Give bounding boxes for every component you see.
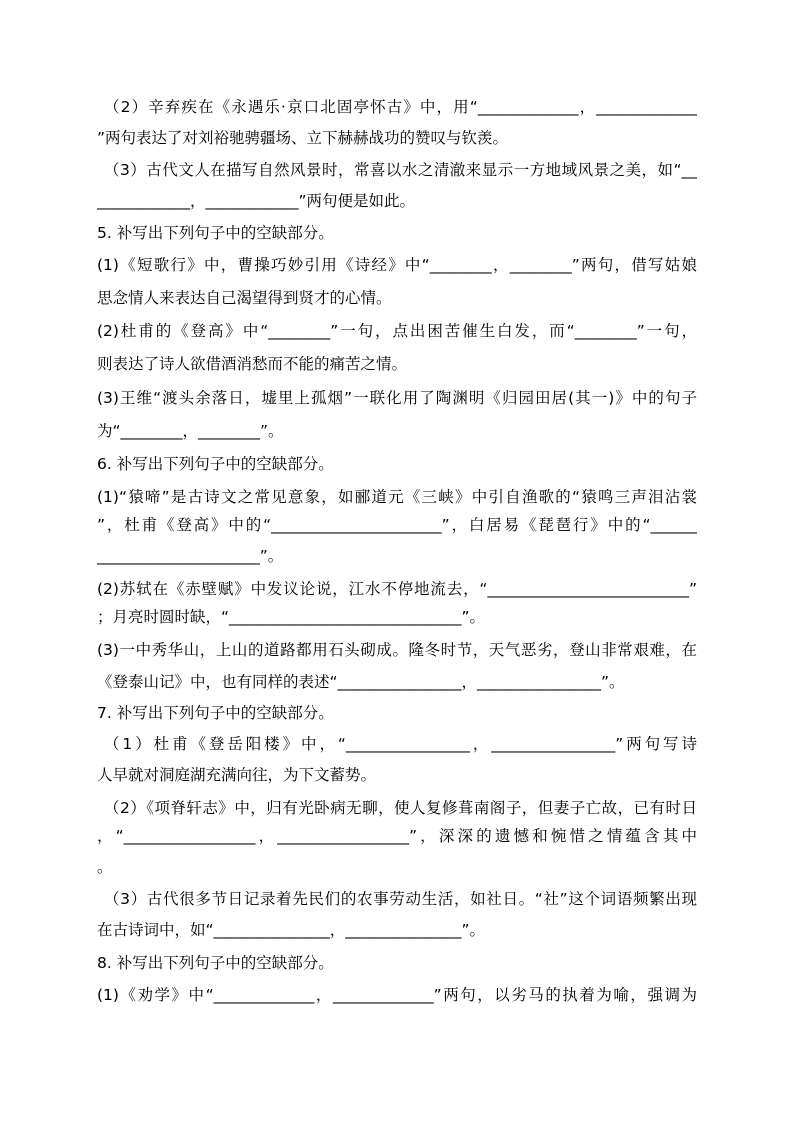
text-line: (2)苏轼在《赤壁赋》中发议论说，江水不停地流去，“__________________________” [97, 580, 697, 598]
text-line: 。 [97, 858, 113, 876]
text-line: 则表达了诗人欲借酒消愁而不能的痛苦之情。 [97, 355, 408, 373]
text-line: ，“_________________，_________________”，深深的遗憾和惋惜之情蕴含其中 [97, 827, 697, 845]
text-line: （3）古代文人在描写自然风景时，常喜以水之清澈来显示一方地域风景之美，如“__ [104, 161, 697, 179]
text-line: (3)一中秀华山，上山的道路都用石头砌成。隆冬时节，天气恶劣，登山非常艰难，在 [97, 641, 697, 659]
text-line: (2)杜甫的《登高》中“________”一句，点出困苦催生白发，而“________”一句， [97, 322, 697, 340]
text-line: _____________________”。 [97, 547, 284, 565]
text-line: ；月亮时圆时缺，“______________________________”。 [97, 608, 486, 626]
text-line: （2）辛弃疾在《永遇乐·京口北固亭怀古》中，用“_____________，_____________ [104, 98, 697, 116]
question-heading-8: 8. 补写出下列句子中的空缺部分。 [97, 954, 334, 972]
text-line: ”两句表达了对刘裕驰骋疆场、立下赫赫战功的赞叹与钦羡。 [97, 129, 509, 147]
text-line: (1)《劝学》中“_____________，_____________”两句，以劣马的执着为喻，强调为 [97, 986, 697, 1004]
question-heading-7: 7. 补写出下列句子中的空缺部分。 [97, 704, 334, 722]
text-line: ”，杜甫《登高》中的“______________________”，白居易《琵琶行》中的“______ [97, 516, 697, 534]
text-line: 思念情人来表达自己渴望得到贤才的心情。 [97, 289, 392, 307]
text-line: (3)王维“渡头余落日，墟里上孤烟”一联化用了陶渊明《归园田居(其一)》中的句子 [97, 389, 697, 407]
text-line: 人早就对洞庭湖充满向往，为下文蓄势。 [97, 766, 377, 784]
text-line: ____________，____________”两句便是如此。 [97, 192, 416, 210]
question-heading-6: 6. 补写出下列句子中的空缺部分。 [97, 455, 334, 473]
text-line: （3）古代很多节日记录着先民们的农事劳动生活，如社日。“社”这个词语频繁出现 [104, 890, 697, 908]
question-heading-5: 5. 补写出下列句子中的空缺部分。 [97, 224, 334, 242]
text-line: 为“________，________”。 [97, 422, 284, 440]
text-line: (1)“猿啼”是古诗文之常见意象，如郦道元《三峡》中引自渔歌的“猿鸣三声泪沾裳 [97, 488, 697, 506]
text-line: (1)《短歌行》中，曹操巧妙引用《诗经》中“________，________”两句，借写姑娘 [97, 256, 697, 274]
text-line: 《登泰山记》中，也有同样的表述“________________，________________”。 [97, 673, 625, 691]
text-line: 在古诗词中，如“_______________，_______________”。 [97, 921, 486, 939]
text-line: （2）《项脊轩志》中，归有光卧病无聊，使人复修葺南阁子，但妻子亡故，已有时日 [104, 799, 697, 817]
text-line: （1）杜甫《登岳阳楼》中，“________________，________________”两句写诗 [104, 735, 697, 753]
